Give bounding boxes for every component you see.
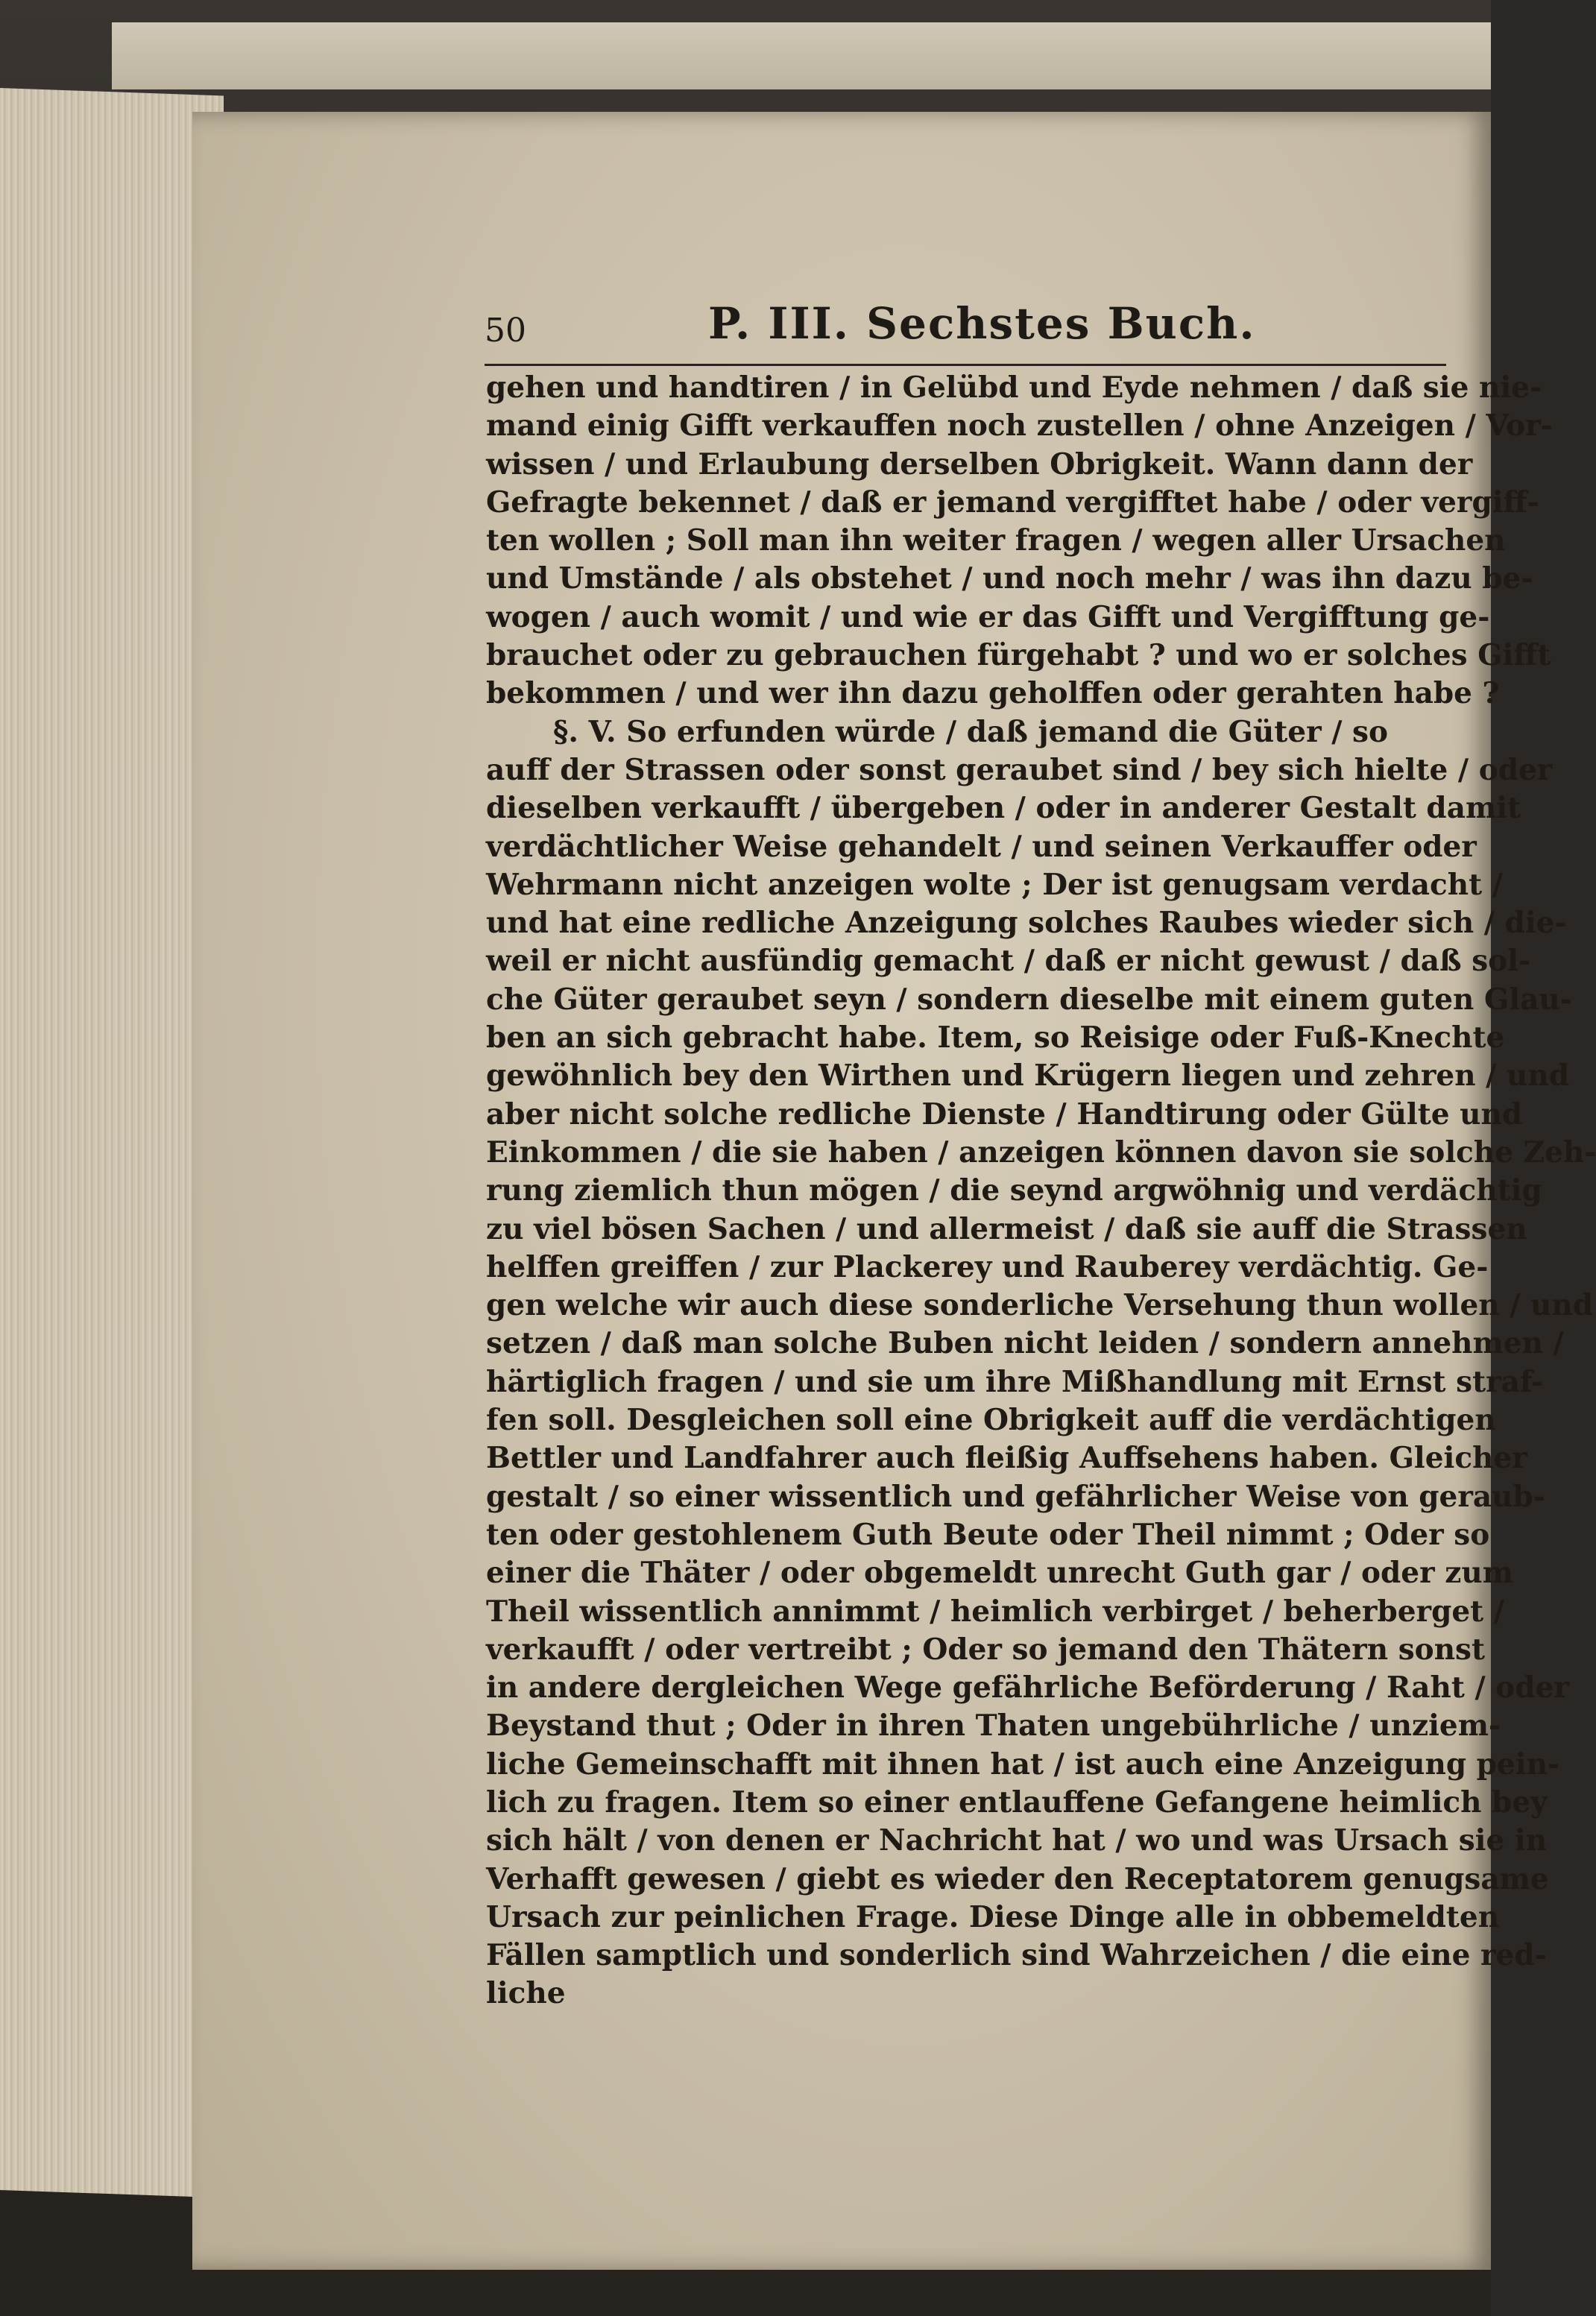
text-line: ten wollen ; Soll man ihn weiter fragen / wegen aller Ursachen xyxy=(486,523,1506,558)
text-line: ten oder gestohlenem Guth Beute oder Theil nimmt ; Oder so xyxy=(486,1517,1490,1552)
text-line: che Güter geraubet seyn / sondern dieselbe mit einem guten Glau- xyxy=(486,982,1572,1017)
text-line: und hat eine redliche Anzeigung solches Raubes wieder sich / die- xyxy=(486,906,1567,941)
text-line: Verhafft gewesen / giebt es wieder den Receptatorem genugsame xyxy=(486,1861,1549,1896)
text-line: Theil wissentlich annimmt / heimlich verbirget / beherberget / xyxy=(486,1594,1504,1629)
text-line: ben an sich gebracht habe. Item, so Reisige oder Fuß-Knechte xyxy=(486,1020,1505,1056)
text-line: auff der Strassen oder sonst geraubet sind / bey sich hielte / oder xyxy=(486,752,1553,787)
text-line: dieselben verkaufft / übergeben / oder in anderer Gestalt damit xyxy=(486,791,1521,826)
text-line: Beystand thut ; Oder in ihren Thaten ungebührliche / unziem- xyxy=(486,1708,1501,1744)
text-line: §. V. So erfunden würde / daß jemand die Güter / so xyxy=(553,714,1389,749)
text-line: gestalt / so einer wissentlich und gefährlicher Weise von geraub- xyxy=(486,1479,1545,1514)
text-line: gen welche wir auch diese sonderliche Versehung thun wollen / und xyxy=(486,1288,1593,1323)
text-line: und Umstände / als obstehet / und noch mehr / was ihn dazu be- xyxy=(486,561,1533,596)
text-line: Wehrmann nicht anzeigen wolte ; Der ist genugsam verdacht / xyxy=(486,867,1503,902)
text-line: liche xyxy=(486,1976,566,2011)
text-line: Ursach zur peinlichen Frage. Diese Dinge alle in obbemeldten xyxy=(486,1899,1500,1934)
body-text xyxy=(486,369,1596,2013)
text-line: fen soll. Desgleichen soll eine Obrigkeit auff die verdächtigen xyxy=(486,1403,1496,1438)
text-line: aber nicht solche redliche Dienste / Handtirung oder Gülte und xyxy=(486,1097,1523,1132)
running-head: P. III. Sechstes Buch. xyxy=(708,298,1256,349)
text-line: Einkommen / die sie haben / anzeigen können davon sie solche Zeh- xyxy=(486,1135,1596,1170)
text-line: mand einig Gifft verkauffen noch zustellen / ohne Anzeigen / Vor- xyxy=(486,408,1553,444)
text-line: härtiglich fragen / und sie um ihre Mißhandlung mit Ernst straf- xyxy=(486,1364,1544,1399)
text-line: Bettler und Landfahrer auch fleißig Auffsehens haben. Gleicher xyxy=(486,1441,1527,1476)
text-line: gewöhnlich bey den Wirthen und Krügern liegen und zehren / und xyxy=(486,1058,1569,1094)
text-line: in andere dergleichen Wege gefährliche Beförderung / Raht / oder xyxy=(486,1670,1569,1706)
text-line: wogen / auch womit / und wie er das Gifft und Vergifftung ge- xyxy=(486,599,1490,634)
text-line: setzen / daß man solche Buben nicht leiden / sondern annehmen / xyxy=(486,1326,1564,1361)
text-line: verdächtlicher Weise gehandelt / und seinen Verkauffer oder xyxy=(486,829,1477,864)
text-line: sich hält / von denen er Nachricht hat / wo und was Ursach sie in xyxy=(486,1823,1548,1858)
text-line: liche Gemeinschafft mit ihnen hat / ist auch eine Anzeigung pein- xyxy=(486,1747,1560,1782)
book-top-edge xyxy=(112,22,1491,89)
text-line: einer die Thäter / oder obgemeldt unrecht Guth gar / oder zum xyxy=(486,1556,1514,1591)
page-edge-stack xyxy=(0,88,224,2197)
text-line: brauchet oder zu gebrauchen fürgehabt ? und wo er solches Gifft xyxy=(486,638,1551,673)
header-rule xyxy=(485,364,1446,366)
text-line: rung ziemlich thun mögen / die seynd argwöhnig und verdächtig xyxy=(486,1173,1542,1208)
text-line: wissen / und Erlaubung derselben Obrigkeit. Wann dann der xyxy=(486,447,1473,482)
text-line: zu viel bösen Sachen / und allermeist / daß sie auff die Strassen xyxy=(486,1211,1527,1246)
page-header xyxy=(485,298,1454,358)
text-line: gehen und handtiren / in Gelübd und Eyde nehmen / daß sie nie- xyxy=(486,370,1542,405)
text-line: lich zu fragen. Item so einer entlauffene Gefangene heimlich bey xyxy=(486,1785,1548,1820)
text-line: weil er nicht ausfündig gemacht / daß er nicht gewust / daß sol- xyxy=(486,944,1531,979)
text-line: verkaufft / oder vertreibt ; Oder so jemand den Thätern sonst xyxy=(486,1632,1486,1667)
text-line: Gefragte bekennet / daß er jemand vergifftet habe / oder vergiff- xyxy=(486,485,1539,520)
text-line: bekommen / und wer ihn dazu geholffen oder gerahten habe ? xyxy=(486,676,1500,711)
text-line: helffen greiffen / zur Plackerey und Rauberey verdächtig. Ge- xyxy=(486,1249,1489,1284)
page-number: 50 xyxy=(485,312,526,350)
text-line: Fällen samptlich und sonderlich sind Wahrzeichen / die eine red- xyxy=(486,1938,1547,1973)
